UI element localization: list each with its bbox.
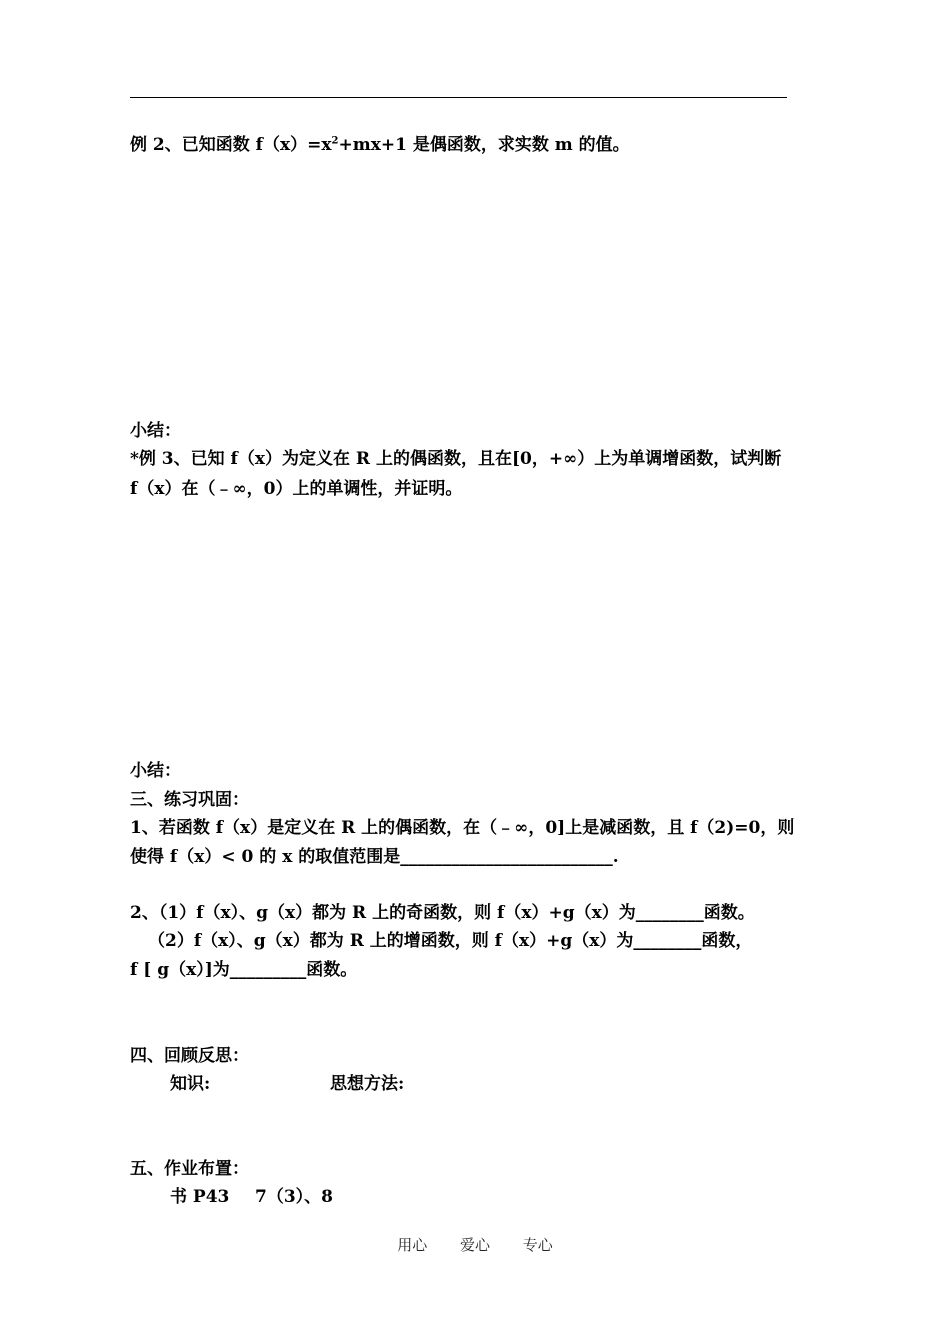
example-3-line-2: f（x）在（﹣∞，0）上的单调性，并证明。 xyxy=(130,479,463,499)
exercise-2-line-3: f [ g（x）]为_________函数。 xyxy=(130,960,358,980)
homework-items: 7（3）、8 xyxy=(255,1187,333,1207)
summary-label-1: 小结： xyxy=(130,421,181,441)
knowledge-label: 知识: xyxy=(170,1074,211,1094)
exercise-1-line-1: 1、若函数 f（x）是定义在 R 上的偶函数，在（﹣∞，0]上是减函数，且 f（2)=0，则 xyxy=(130,818,795,838)
method-label: 思想方法: xyxy=(330,1074,405,1094)
section-3-title: 三、练习巩固： xyxy=(130,790,249,810)
exercise-2-line-1: 2、（1）f（x）、g（x）都为 R 上的奇函数，则 f（x）+g（x）为________函数。 xyxy=(130,903,755,923)
section-4-title: 四、回顾反思： xyxy=(130,1046,249,1066)
footer-word-3: 专心 xyxy=(522,1236,553,1254)
example-2: 例 2、已知函数 $f(x)=x^2+mx+1$ 是偶函数，求实数 m 的值。 xyxy=(130,135,630,155)
exercise-1-line-2: 使得 f（x）< 0 的 x 的取值范围是_________________________. xyxy=(130,847,619,867)
page-footer xyxy=(0,1234,950,1255)
example-3-line-1: *例 3、已知 f（x）为定义在 R 上的偶函数，且在[0，+∞）上为单调增函数，试判断 xyxy=(130,449,782,469)
section-5-title: 五、作业布置： xyxy=(130,1159,249,1179)
homework-book: 书 P43 xyxy=(170,1187,230,1207)
header-rule xyxy=(130,97,787,98)
footer-word-2: 爱心 xyxy=(459,1236,490,1254)
summary-label-2: 小结： xyxy=(130,761,181,781)
exercise-2-line-2: （2）f（x）、g（x）都为 R 上的增函数，则 f（x）+g（x）为________函数， xyxy=(148,931,753,951)
footer-word-1: 用心 xyxy=(397,1236,428,1254)
